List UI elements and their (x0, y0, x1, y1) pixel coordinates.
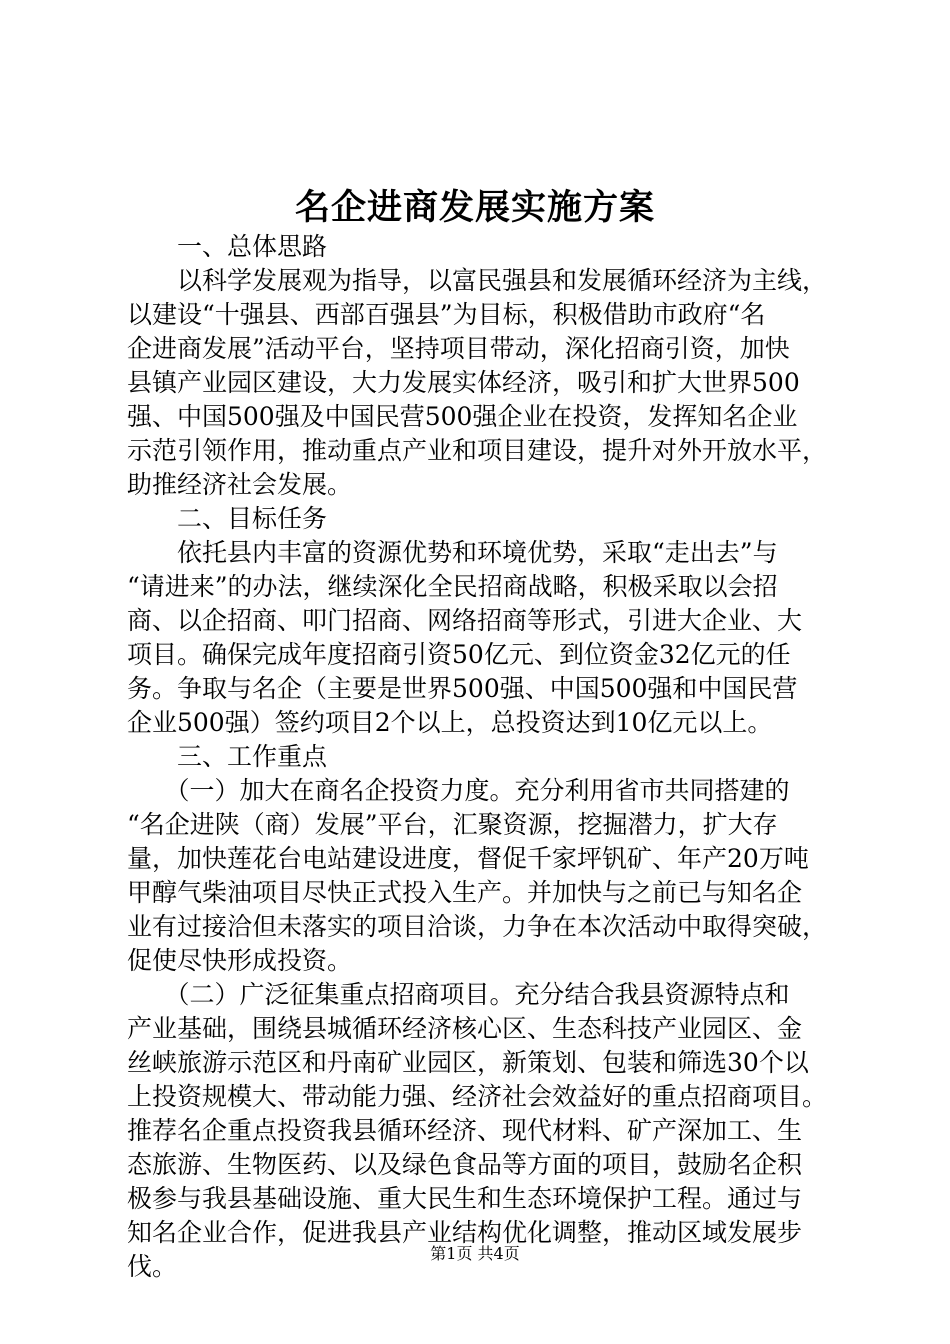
body-line: “请进来”的办法，继续深化全民招商战略，积极采取以会招 (127, 572, 778, 601)
body-line: 务。争取与名企（主要是世界500强、中国500强和中国民营 (127, 674, 798, 703)
body-line: 知名企业合作，促进我县产业结构优化调整，推动区域发展步 (127, 1218, 803, 1247)
document-title: 名企进商发展实施方案 (294, 187, 655, 228)
body-line: （二）广泛征集重点招商项目。充分结合我县资源特点和 (127, 980, 790, 1009)
body-line: “名企进陕（商）发展”平台，汇聚资源，挖掘潜力，扩大存 (127, 810, 778, 839)
body-line: 极参与我县基础设施、重大民生和生态环境保护工程。通过与 (127, 1184, 803, 1213)
body-line: 业有过接洽但未落实的项目洽谈，力争在本次活动中取得突破， (127, 912, 828, 941)
body-line: 项目。确保完成年度招商引资50亿元、到位资金32亿元的任 (127, 640, 791, 669)
body-line: 上投资规模大、带动能力强、经济社会效益好的重点招商项目。 (127, 1082, 828, 1111)
body-line: 依托县内丰富的资源优势和环境优势，采取“走出去”与 (127, 538, 778, 567)
body-line: （一）加大在商名企投资力度。充分利用省市共同搭建的 (127, 776, 790, 805)
body-line: 伐。 (127, 1252, 178, 1281)
body-line: 助推经济社会发展。 (127, 470, 353, 499)
body-line: 示范引领作用，推动重点产业和项目建设，提升对外开放水平， (127, 436, 828, 465)
body-line: 企进商发展”活动平台，坚持项目带动，深化招商引资，加快 (127, 334, 790, 363)
body-line: 丝峡旅游示范区和丹南矿业园区，新策划、包装和筛选30个以 (127, 1048, 809, 1077)
body-line: 商、以企招商、叩门招商、网络招商等形式，引进大企业、大 (127, 606, 803, 635)
document-body (127, 230, 859, 1284)
body-line: 态旅游、生物医药、以及绿色食品等方面的项目，鼓励名企积 (127, 1150, 803, 1179)
body-line: 强、中国500强及中国民营500强企业在投资，发挥知名企业 (127, 402, 798, 431)
body-line: 甲醇气柴油项目尽快正式投入生产。并加快与之前已与知名企 (127, 878, 803, 907)
body-line: 三、工作重点 (127, 742, 328, 771)
body-line: 量，加快莲花台电站建设进度，督促千家坪钒矿、年产20万吨 (127, 844, 809, 873)
body-line: 县镇产业园区建设，大力发展实体经济，吸引和扩大世界500 (127, 368, 800, 397)
body-line: 以建设“十强县、西部百强县”为目标，积极借助市政府“名 (127, 300, 766, 329)
body-line: 推荐名企重点投资我县循环经济、现代材料、矿产深加工、生 (127, 1116, 803, 1145)
body-line: 产业基础，围绕县城循环经济核心区、生态科技产业园区、金 (127, 1014, 803, 1043)
body-line: 企业500强）签约项目2个以上，总投资达到10亿元以上。 (127, 708, 773, 737)
body-line: 促使尽快形成投资。 (127, 946, 353, 975)
page-footer: 第1页 共4页 (430, 1244, 520, 1263)
body-line: 二、目标任务 (127, 504, 328, 533)
body-line: 以科学发展观为指导，以富民强县和发展循环经济为主线， (127, 266, 828, 295)
body-line: 一、总体思路 (127, 232, 328, 261)
